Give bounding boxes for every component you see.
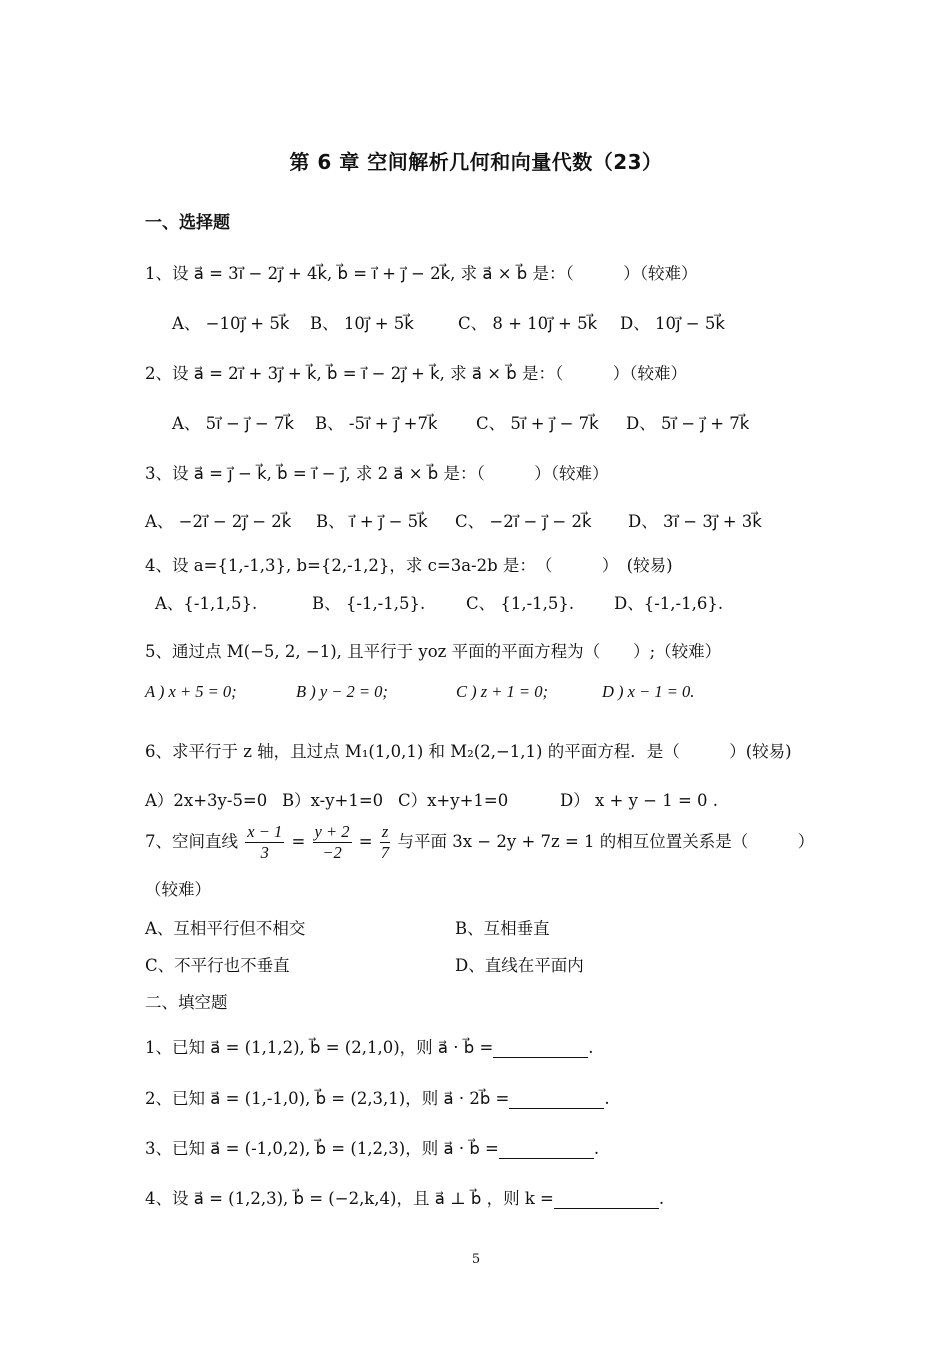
fill-question-3: 3、已知 a⃗ = (-1,0,2), b⃗ = (1,2,3)，则 a⃗ · b⃗ = . — [145, 1139, 600, 1158]
answer-blank[interactable] — [493, 1038, 588, 1058]
q7-fraction-x: $\frac{x - 1}{3}$ — [247, 822, 283, 862]
q2-option-a: A、 5i⃗ − j⃗ − 7k⃗ — [172, 414, 295, 433]
q4-option-c: C、 {1,-1,5}. — [466, 594, 575, 613]
q6-option-a: A）2x+3y-5=0 — [145, 791, 268, 810]
q7-fraction-y: $\frac{y + 2}{-2}$ — [314, 822, 350, 862]
q3-option-b: B、 i⃗ + j⃗ − 5k⃗ — [316, 512, 428, 531]
answer-blank[interactable] — [509, 1089, 604, 1109]
answer-blank[interactable] — [499, 1139, 594, 1159]
q5-option-a: A ) x + 5 = 0; — [145, 682, 237, 701]
fill-question-4: 4、设 a⃗ = (1,2,3), b⃗ = (−2,k,4)，且 a⃗ ⊥ b⃗ ，则 k = . — [145, 1189, 665, 1208]
q1-option-d: D、 10j⃗ − 5k⃗ — [620, 314, 725, 333]
q1-option-b: B、 10j⃗ + 5k⃗ — [310, 314, 414, 333]
q5-option-c: C ) z + 1 = 0; — [456, 682, 548, 701]
question-6: 6、求平行于 z 轴，且过点 M₁(1,0,1) 和 M₂(2,−1,1) 的平面方程．是（ ）(较易) — [145, 742, 792, 761]
q5-option-d: D ) x − 1 = 0. — [602, 682, 695, 701]
fill-question-1: 1、已知 a⃗ = (1,1,2), b⃗ = (2,1,0)，则 a⃗ · b⃗ = . — [145, 1038, 594, 1057]
question-3: 3、设 a⃗ = j⃗ − k⃗, b⃗ = i⃗ − j⃗, 求 2 a⃗ × b⃗ 是：（ ）（较难） — [145, 464, 609, 483]
question-1: 1、设 a⃗ = 3i⃗ − 2j⃗ + 4k⃗, b⃗ = i⃗ + j⃗ − 2k⃗, 求 a⃗ × b⃗ 是：（ ）（较难） — [145, 264, 698, 283]
q4-option-b: B、 {-1,-1,5}. — [312, 594, 426, 613]
section-heading-choice: 一、选择题 — [145, 213, 230, 233]
q7-option-c: C、不平行也不垂直 — [145, 956, 290, 975]
q7-fraction-z: $\frac{z}{7}$ — [380, 822, 390, 862]
section-heading-fill: 二、填空题 — [145, 993, 228, 1012]
question-5: 5、通过点 M(−5, 2, −1), 且平行于 yoz 平面的平面方程为（ ）;（较难） — [145, 642, 722, 661]
answer-blank[interactable] — [554, 1189, 659, 1209]
page-title: 第 6 章 空间解析几何和向量代数（23） — [289, 150, 663, 174]
question-4: 4、设 a={1,-1,3}, b={2,-1,2}，求 c=3a-2b 是： （ ） (较易) — [145, 556, 673, 575]
q7-option-d: D、直线在平面内 — [455, 956, 584, 975]
q6-option-d: D） x + y − 1 = 0 . — [560, 791, 719, 810]
q2-option-c: C、 5i⃗ + j⃗ − 7k⃗ — [476, 414, 599, 433]
q2-option-b: B、 -5i⃗ + j⃗ +7k⃗ — [315, 414, 438, 433]
q1-option-c: C、 8 + 10j⃗ + 5k⃗ — [458, 314, 598, 333]
q6-option-c: C）x+y+1=0 — [398, 791, 509, 810]
q1-option-a: A、 −10j⃗ + 5k⃗ — [172, 314, 290, 333]
q3-option-a: A、 −2i⃗ − 2j⃗ − 2k⃗ — [145, 512, 292, 531]
q7-difficulty: （较难） — [145, 880, 211, 899]
question-2: 2、设 a⃗ = 2i⃗ + 3j⃗ + k⃗, b⃗ = i⃗ − 2j⃗ + k⃗, 求 a⃗ × b⃗ 是：（ ）（较难） — [145, 364, 688, 383]
fill-question-2: 2、已知 a⃗ = (1,-1,0), b⃗ = (2,3,1)，则 a⃗ · 2b⃗ = . — [145, 1089, 610, 1108]
q4-option-a: A、{-1,1,5}. — [155, 594, 258, 613]
page-number: 5 — [471, 1252, 481, 1267]
q7-option-b: B、互相垂直 — [455, 919, 550, 938]
q4-option-d: D、{-1,-1,6}. — [614, 594, 724, 613]
q3-option-c: C、 −2i⃗ − j⃗ − 2k⃗ — [455, 512, 592, 531]
question-7: 7、空间直线 $\frac{x - 1}{3}$ = $\frac{y + 2}{-2}$ = $\frac{z}{7}$ 与平面 3x − 2y + 7z = 1 的相互位置关系是（ ） — [145, 822, 815, 862]
q5-option-b: B ) y − 2 = 0; — [296, 682, 388, 701]
q2-option-d: D、 5i⃗ − j⃗ + 7k⃗ — [626, 414, 750, 433]
q7-prefix: 7、空间直线 — [145, 832, 238, 851]
q6-option-b: B）x-y+1=0 — [282, 791, 384, 810]
q7-option-a: A、互相平行但不相交 — [145, 919, 306, 938]
q3-option-d: D、 3i⃗ − 3j⃗ + 3k⃗ — [628, 512, 762, 531]
q7-suffix: 与平面 3x − 2y + 7z = 1 的相互位置关系是（ ） — [397, 832, 815, 851]
